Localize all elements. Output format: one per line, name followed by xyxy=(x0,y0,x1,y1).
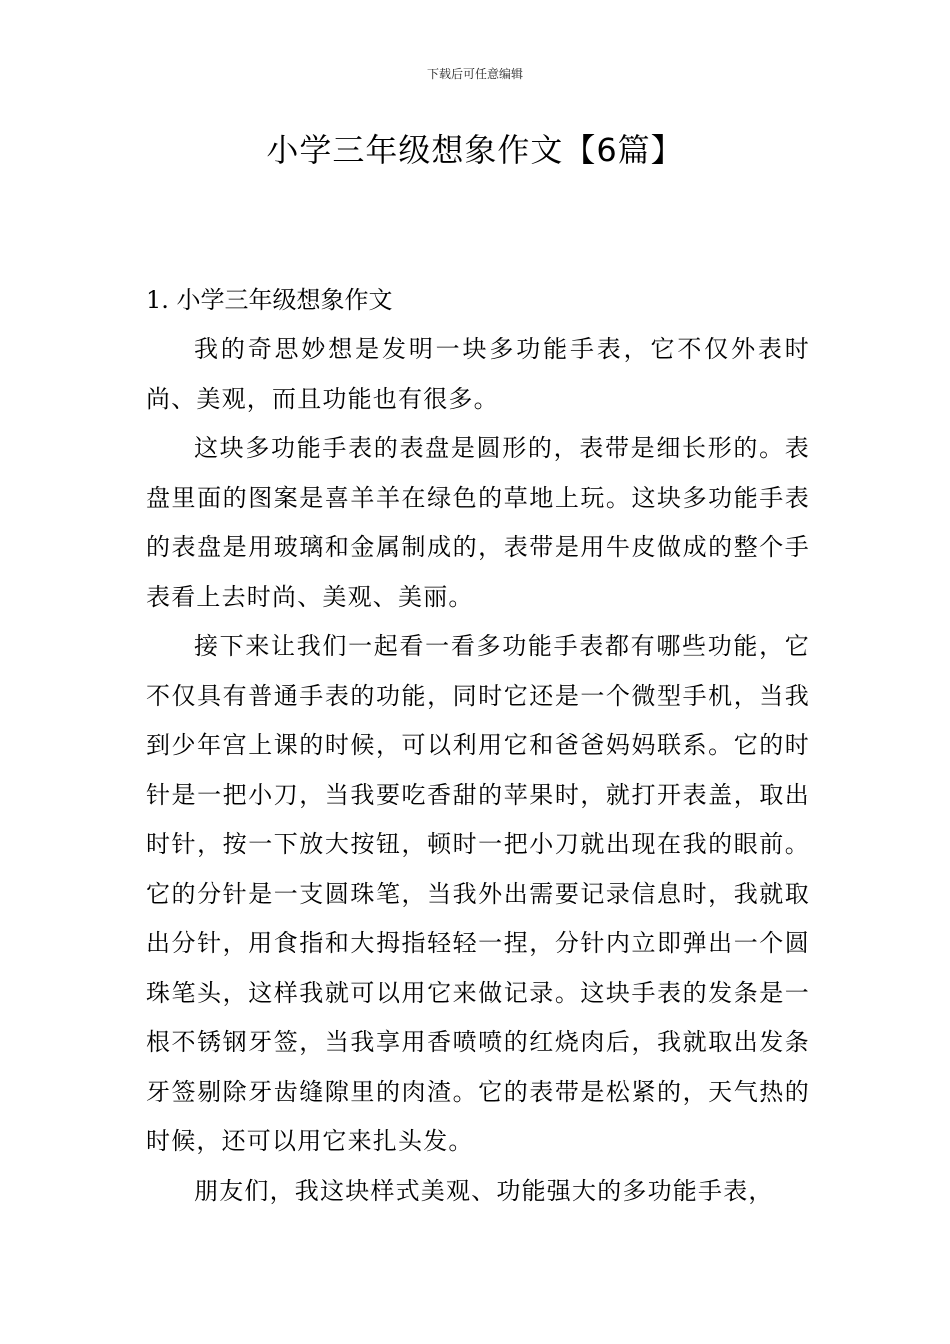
document-title: 小学三年级想象作文【6篇】 xyxy=(266,131,684,169)
header-note: 下载后可任意编辑 xyxy=(426,67,523,81)
paragraph: 接下来让我们一起看一看多功能手表都有哪些功能，它不仅具有普通手表的功能，同时它还是一个微型手机，当我到少年宫上课的时候，可以利用它和爸爸妈妈联系。它的时针是一把小刀，当我要吃香甜的苹果时，就打开表盖，取出时针，按一下放大按钮，顿时一把小刀就出现在我的眼前。它的分针是一支圆珠笔，当我外出需要记录信息时，我就取出分针，用食指和大拇指轻轻一捏，分针内立即弹出一个圆珠笔头，这样我就可以用它来做记录。这块手表的发条是一根不锈钢牙签，当我享用香喷喷的红烧肉后，我就取出发条牙签剔除牙齿缝隙里的肉渣。它的表带是松紧的，天气热的时候，还可以用它来扎头发。 xyxy=(146,632,810,1155)
document-body xyxy=(146,276,810,1216)
paragraph: 我的奇思妙想是发明一块多功能手表，它不仅外表时尚、美观，而且功能也有很多。 xyxy=(146,335,810,413)
paragraph: 这块多功能手表的表盘是圆形的，表带是细长形的。表盘里面的图案是喜羊羊在绿色的草地上玩。这块多功能手表的表盘是用玻璃和金属制成的，表带是用牛皮做成的整个手表看上去时尚、美观、美丽。 xyxy=(146,434,810,611)
paragraph: 朋友们，我这块样式美观、功能强大的多功能手表， xyxy=(194,1176,774,1205)
section-heading: 1. 小学三年级想象作文 xyxy=(146,286,393,314)
